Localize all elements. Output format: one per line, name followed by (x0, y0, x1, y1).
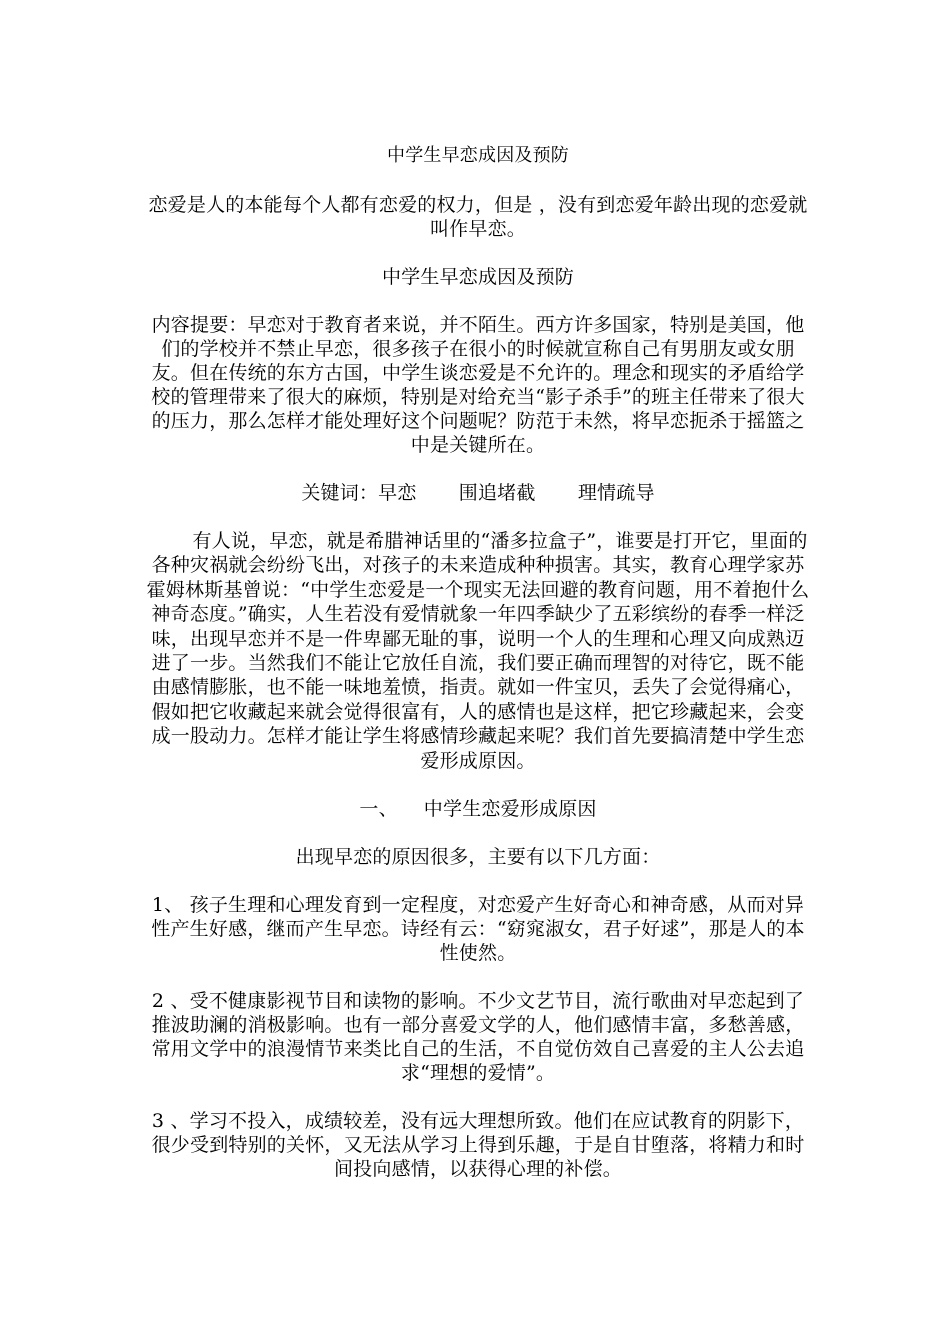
keywords-label: 关键词：早恋 (301, 482, 417, 504)
keywords-line (144, 481, 812, 505)
abstract-paragraph: 内容提要：早恋对于教育者来说，并不陌生。西方许多国家，特别是美国，他们的学校并不禁止早恋，很多孩子在很小的时候就宣称自己有男朋友或女朋友。但在传统的东方古国，中学生谈恋爱是不允许的。理念和现实的矛盾给学校的管理带来了很大的麻烦，特别是对给充当“影子杀手”的班主任带来了很大的压力，那么怎样才能处理好这个问题呢？防范于未然，将早恋扼杀于摇篮之中是关键所在。 (151, 314, 805, 456)
reason-item: 2 、受不健康影视节目和读物的影响。不少文艺节目，流行歌曲对早恋起到了推波助澜的消极影响。也有一部分喜爱文学的人，他们感情丰富，多愁善感，常用文学中的浪漫情节来类比自己的生活，不自觉仿效自己喜爱的主人公去追求“理想的爱情”。 (151, 990, 805, 1085)
intro-paragraph: 有人说，早恋，就是希腊神话里的“潘多拉盒子”，谁要是打开它，里面的各种灾祸就会纷纷飞出，对孩子的未来造成种种损害。其实，教育心理学家苏霍姆林斯基曾说：“中学生恋爱是一个现实无法回避的教育问题，用不着抱什么神奇态度。”确实，人生若没有爱情就象一年四季缺少了五彩缤纷的春季一样泛味，出现早恋并不是一件卑鄙无耻的事，说明一个人的生理和心理又向成熟迈进了一步。当然我们不能让它放任自流，我们要正确而理智的对待它，既不能由感情膨胀，也不能一味地羞愤，指责。就如一件宝贝，丢失了会觉得痛心，假如把它收藏起来就会觉得很富有，人的感情也是这样，把它珍藏起来，会变成一股动力。怎样才能让学生将感情珍藏起来呢？我们首先要搞清楚中学生恋爱形成原因。 (146, 530, 810, 772)
keyword-item: 围追堵截 (458, 482, 536, 504)
section-title: 中学生恋爱形成原因 (423, 798, 597, 821)
document-title: 中学生早恋成因及预防 (387, 145, 569, 166)
definition-paragraph: 恋爱是人的本能每个人都有恋爱的权力，但是 ，没有到恋爱年龄出现的恋爱就叫作早恋。 (148, 194, 808, 240)
document-body (144, 144, 812, 1205)
keyword-item: 理情疏导 (577, 482, 655, 504)
reasons-intro: 出现早恋的原因很多，主要有以下几方面： (295, 846, 661, 869)
section-heading (144, 797, 812, 821)
reason-item: 3 、学习不投入，成绩较差，没有远大理想所致。他们在应试教育的阴影下，很少受到特别的关怀，又无法从学习上得到乐趣，于是自甘堕落，将精力和时间投向感情，以获得心理的补偿。 (151, 1110, 805, 1181)
document-subtitle: 中学生早恋成因及预防 (381, 266, 574, 288)
reason-item: 1、 孩子生理和心理发育到一定程度，对恋爱产生好奇心和神奇感，从而对异性产生好感，继而产生早恋。诗经有云：“窈窕淑女，君子好逑”，那是人的本性使然。 (151, 894, 805, 965)
section-number: 一、 (359, 798, 398, 821)
